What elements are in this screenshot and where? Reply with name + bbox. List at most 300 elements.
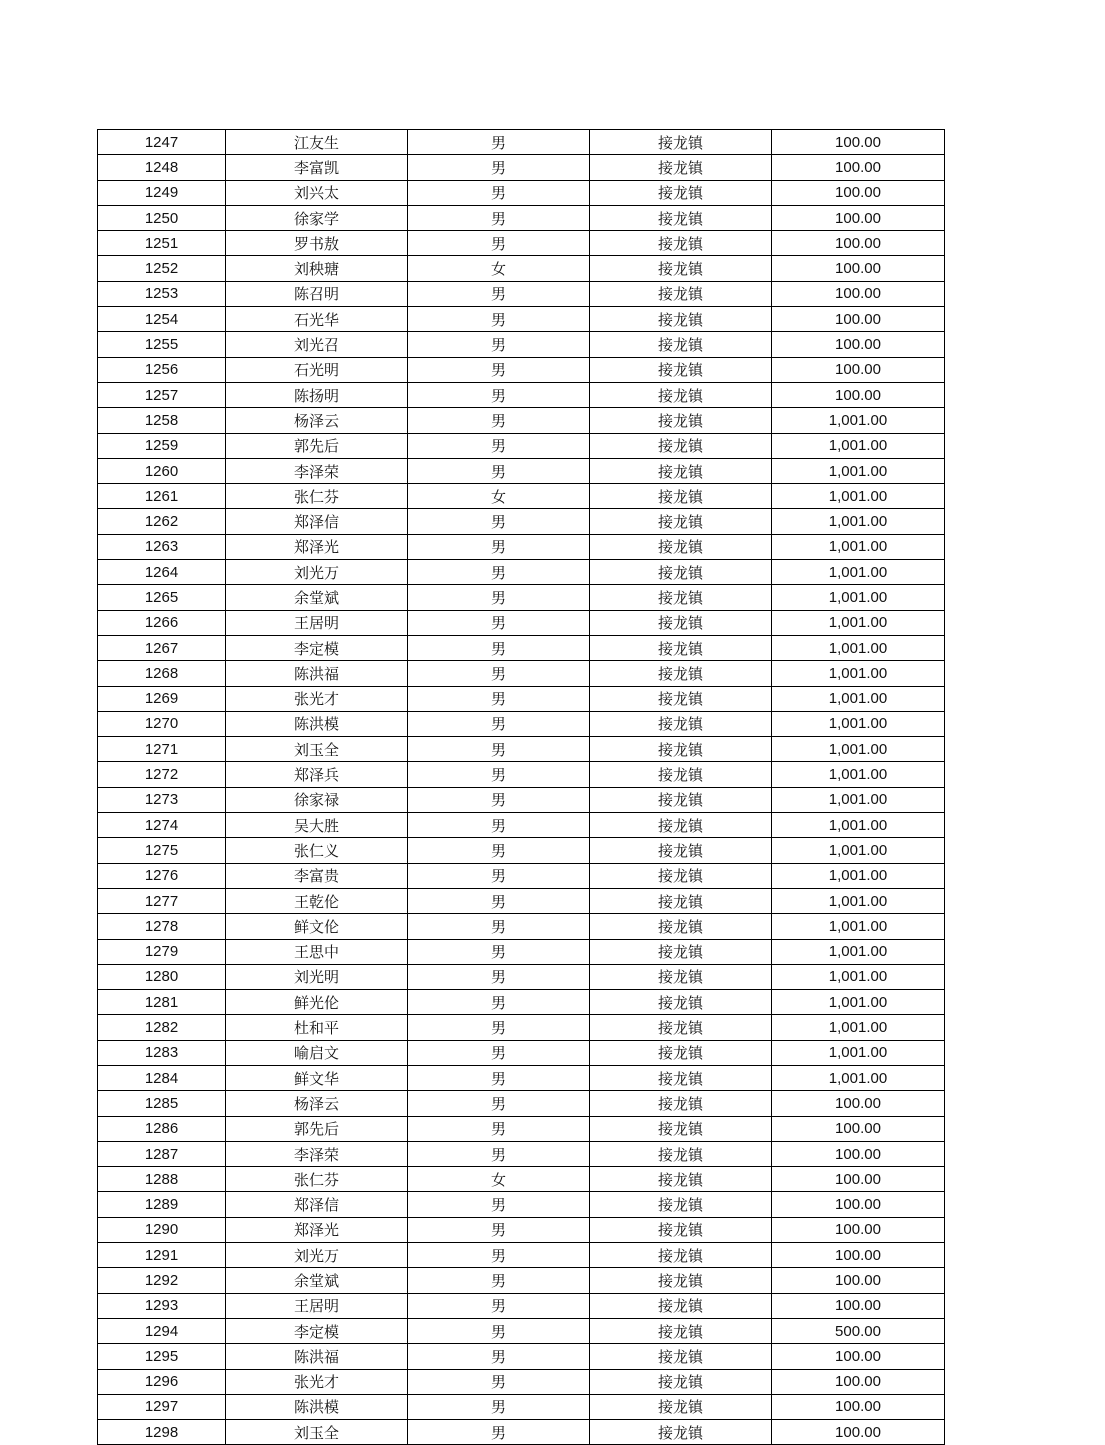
row-number-cell: 1298 bbox=[98, 1420, 226, 1445]
name-cell: 郭先后 bbox=[226, 433, 408, 458]
gender-cell: 男 bbox=[408, 205, 590, 230]
town-cell: 接龙镇 bbox=[590, 610, 772, 635]
amount-cell: 100.00 bbox=[772, 1141, 945, 1166]
amount-cell: 1,001.00 bbox=[772, 737, 945, 762]
gender-cell: 女 bbox=[408, 484, 590, 509]
row-number-cell: 1258 bbox=[98, 408, 226, 433]
row-number-cell: 1292 bbox=[98, 1268, 226, 1293]
name-cell: 徐家禄 bbox=[226, 787, 408, 812]
amount-cell: 100.00 bbox=[772, 281, 945, 306]
row-number-cell: 1279 bbox=[98, 939, 226, 964]
name-cell: 杨泽云 bbox=[226, 1091, 408, 1116]
gender-cell: 男 bbox=[408, 610, 590, 635]
amount-cell: 100.00 bbox=[772, 1268, 945, 1293]
gender-cell: 男 bbox=[408, 737, 590, 762]
table-row bbox=[98, 964, 945, 989]
data-table bbox=[97, 129, 945, 1445]
gender-cell: 男 bbox=[408, 1318, 590, 1343]
amount-cell: 1,001.00 bbox=[772, 863, 945, 888]
row-number-cell: 1293 bbox=[98, 1293, 226, 1318]
amount-cell: 100.00 bbox=[772, 382, 945, 407]
table-row bbox=[98, 332, 945, 357]
town-cell: 接龙镇 bbox=[590, 180, 772, 205]
gender-cell: 女 bbox=[408, 256, 590, 281]
name-cell: 李定模 bbox=[226, 635, 408, 660]
amount-cell: 100.00 bbox=[772, 357, 945, 382]
name-cell: 陈洪模 bbox=[226, 1394, 408, 1419]
town-cell: 接龙镇 bbox=[590, 1015, 772, 1040]
row-number-cell: 1275 bbox=[98, 838, 226, 863]
gender-cell: 男 bbox=[408, 1065, 590, 1090]
amount-cell: 1,001.00 bbox=[772, 813, 945, 838]
amount-cell: 100.00 bbox=[772, 1217, 945, 1242]
name-cell: 李泽荣 bbox=[226, 458, 408, 483]
amount-cell: 1,001.00 bbox=[772, 964, 945, 989]
table-row bbox=[98, 408, 945, 433]
table-row bbox=[98, 231, 945, 256]
name-cell: 吴大胜 bbox=[226, 813, 408, 838]
table-row bbox=[98, 787, 945, 812]
name-cell: 王思中 bbox=[226, 939, 408, 964]
gender-cell: 男 bbox=[408, 686, 590, 711]
gender-cell: 男 bbox=[408, 382, 590, 407]
row-number-cell: 1277 bbox=[98, 888, 226, 913]
gender-cell: 男 bbox=[408, 990, 590, 1015]
row-number-cell: 1261 bbox=[98, 484, 226, 509]
town-cell: 接龙镇 bbox=[590, 585, 772, 610]
name-cell: 刘秧瑭 bbox=[226, 256, 408, 281]
row-number-cell: 1291 bbox=[98, 1243, 226, 1268]
table-row bbox=[98, 914, 945, 939]
name-cell: 李富贵 bbox=[226, 863, 408, 888]
name-cell: 李富凯 bbox=[226, 155, 408, 180]
amount-cell: 100.00 bbox=[772, 1116, 945, 1141]
town-cell: 接龙镇 bbox=[590, 357, 772, 382]
amount-cell: 100.00 bbox=[772, 155, 945, 180]
amount-cell: 500.00 bbox=[772, 1318, 945, 1343]
gender-cell: 男 bbox=[408, 1217, 590, 1242]
town-cell: 接龙镇 bbox=[590, 1217, 772, 1242]
table-row bbox=[98, 1394, 945, 1419]
name-cell: 杨泽云 bbox=[226, 408, 408, 433]
amount-cell: 1,001.00 bbox=[772, 939, 945, 964]
town-cell: 接龙镇 bbox=[590, 939, 772, 964]
town-cell: 接龙镇 bbox=[590, 1293, 772, 1318]
row-number-cell: 1260 bbox=[98, 458, 226, 483]
row-number-cell: 1251 bbox=[98, 231, 226, 256]
gender-cell: 男 bbox=[408, 762, 590, 787]
name-cell: 李泽荣 bbox=[226, 1141, 408, 1166]
name-cell: 王乾伦 bbox=[226, 888, 408, 913]
table-row bbox=[98, 1293, 945, 1318]
row-number-cell: 1282 bbox=[98, 1015, 226, 1040]
gender-cell: 男 bbox=[408, 838, 590, 863]
town-cell: 接龙镇 bbox=[590, 813, 772, 838]
table-row bbox=[98, 1040, 945, 1065]
name-cell: 郑泽信 bbox=[226, 1192, 408, 1217]
row-number-cell: 1294 bbox=[98, 1318, 226, 1343]
town-cell: 接龙镇 bbox=[590, 1268, 772, 1293]
amount-cell: 100.00 bbox=[772, 130, 945, 155]
town-cell: 接龙镇 bbox=[590, 686, 772, 711]
table-row bbox=[98, 1015, 945, 1040]
row-number-cell: 1295 bbox=[98, 1344, 226, 1369]
row-number-cell: 1276 bbox=[98, 863, 226, 888]
gender-cell: 男 bbox=[408, 863, 590, 888]
town-cell: 接龙镇 bbox=[590, 332, 772, 357]
name-cell: 刘光召 bbox=[226, 332, 408, 357]
town-cell: 接龙镇 bbox=[590, 1040, 772, 1065]
table-row bbox=[98, 1091, 945, 1116]
table-row bbox=[98, 534, 945, 559]
table-row bbox=[98, 686, 945, 711]
name-cell: 张光才 bbox=[226, 686, 408, 711]
amount-cell: 100.00 bbox=[772, 1293, 945, 1318]
name-cell: 杜和平 bbox=[226, 1015, 408, 1040]
town-cell: 接龙镇 bbox=[590, 990, 772, 1015]
table-row bbox=[98, 1344, 945, 1369]
table-row bbox=[98, 711, 945, 736]
amount-cell: 100.00 bbox=[772, 1344, 945, 1369]
table-row bbox=[98, 509, 945, 534]
town-cell: 接龙镇 bbox=[590, 560, 772, 585]
row-number-cell: 1278 bbox=[98, 914, 226, 939]
gender-cell: 男 bbox=[408, 307, 590, 332]
table-row bbox=[98, 1318, 945, 1343]
gender-cell: 男 bbox=[408, 711, 590, 736]
name-cell: 陈洪模 bbox=[226, 711, 408, 736]
name-cell: 陈召明 bbox=[226, 281, 408, 306]
gender-cell: 男 bbox=[408, 560, 590, 585]
gender-cell: 男 bbox=[408, 357, 590, 382]
row-number-cell: 1297 bbox=[98, 1394, 226, 1419]
amount-cell: 1,001.00 bbox=[772, 610, 945, 635]
town-cell: 接龙镇 bbox=[590, 737, 772, 762]
amount-cell: 100.00 bbox=[772, 307, 945, 332]
name-cell: 郑泽兵 bbox=[226, 762, 408, 787]
amount-cell: 1,001.00 bbox=[772, 534, 945, 559]
table-row bbox=[98, 1116, 945, 1141]
amount-cell: 100.00 bbox=[772, 1420, 945, 1445]
town-cell: 接龙镇 bbox=[590, 762, 772, 787]
table-row bbox=[98, 560, 945, 585]
gender-cell: 男 bbox=[408, 914, 590, 939]
name-cell: 石光明 bbox=[226, 357, 408, 382]
name-cell: 鲜文华 bbox=[226, 1065, 408, 1090]
row-number-cell: 1256 bbox=[98, 357, 226, 382]
row-number-cell: 1253 bbox=[98, 281, 226, 306]
row-number-cell: 1257 bbox=[98, 382, 226, 407]
row-number-cell: 1286 bbox=[98, 1116, 226, 1141]
row-number-cell: 1259 bbox=[98, 433, 226, 458]
row-number-cell: 1262 bbox=[98, 509, 226, 534]
gender-cell: 男 bbox=[408, 635, 590, 660]
town-cell: 接龙镇 bbox=[590, 256, 772, 281]
amount-cell: 100.00 bbox=[772, 1394, 945, 1419]
row-number-cell: 1287 bbox=[98, 1141, 226, 1166]
name-cell: 喻启文 bbox=[226, 1040, 408, 1065]
table-row bbox=[98, 484, 945, 509]
amount-cell: 1,001.00 bbox=[772, 585, 945, 610]
amount-cell: 1,001.00 bbox=[772, 838, 945, 863]
amount-cell: 100.00 bbox=[772, 256, 945, 281]
name-cell: 刘兴太 bbox=[226, 180, 408, 205]
town-cell: 接龙镇 bbox=[590, 408, 772, 433]
table-row bbox=[98, 990, 945, 1015]
name-cell: 刘光明 bbox=[226, 964, 408, 989]
gender-cell: 男 bbox=[408, 1420, 590, 1445]
town-cell: 接龙镇 bbox=[590, 1065, 772, 1090]
table-row bbox=[98, 1065, 945, 1090]
amount-cell: 100.00 bbox=[772, 1369, 945, 1394]
gender-cell: 男 bbox=[408, 1268, 590, 1293]
row-number-cell: 1265 bbox=[98, 585, 226, 610]
amount-cell: 1,001.00 bbox=[772, 1015, 945, 1040]
table-row bbox=[98, 1167, 945, 1192]
name-cell: 张仁芬 bbox=[226, 1167, 408, 1192]
row-number-cell: 1264 bbox=[98, 560, 226, 585]
table-row bbox=[98, 281, 945, 306]
amount-cell: 1,001.00 bbox=[772, 433, 945, 458]
gender-cell: 男 bbox=[408, 1015, 590, 1040]
amount-cell: 1,001.00 bbox=[772, 560, 945, 585]
table-row bbox=[98, 382, 945, 407]
table-row bbox=[98, 838, 945, 863]
table-row bbox=[98, 256, 945, 281]
table-row bbox=[98, 1243, 945, 1268]
town-cell: 接龙镇 bbox=[590, 130, 772, 155]
row-number-cell: 1266 bbox=[98, 610, 226, 635]
amount-cell: 1,001.00 bbox=[772, 711, 945, 736]
gender-cell: 男 bbox=[408, 231, 590, 256]
name-cell: 刘光万 bbox=[226, 560, 408, 585]
name-cell: 鲜文伦 bbox=[226, 914, 408, 939]
town-cell: 接龙镇 bbox=[590, 433, 772, 458]
name-cell: 郑泽光 bbox=[226, 534, 408, 559]
gender-cell: 男 bbox=[408, 787, 590, 812]
gender-cell: 男 bbox=[408, 888, 590, 913]
table-row bbox=[98, 155, 945, 180]
amount-cell: 1,001.00 bbox=[772, 1065, 945, 1090]
row-number-cell: 1271 bbox=[98, 737, 226, 762]
gender-cell: 男 bbox=[408, 155, 590, 180]
table-row bbox=[98, 1268, 945, 1293]
amount-cell: 100.00 bbox=[772, 1091, 945, 1116]
row-number-cell: 1272 bbox=[98, 762, 226, 787]
table-row bbox=[98, 762, 945, 787]
row-number-cell: 1283 bbox=[98, 1040, 226, 1065]
name-cell: 余堂斌 bbox=[226, 585, 408, 610]
table-row bbox=[98, 1369, 945, 1394]
table-body bbox=[98, 130, 945, 1445]
town-cell: 接龙镇 bbox=[590, 863, 772, 888]
gender-cell: 男 bbox=[408, 1116, 590, 1141]
gender-cell: 男 bbox=[408, 585, 590, 610]
name-cell: 张光才 bbox=[226, 1369, 408, 1394]
name-cell: 罗书敖 bbox=[226, 231, 408, 256]
table-row bbox=[98, 939, 945, 964]
town-cell: 接龙镇 bbox=[590, 1091, 772, 1116]
town-cell: 接龙镇 bbox=[590, 307, 772, 332]
town-cell: 接龙镇 bbox=[590, 231, 772, 256]
name-cell: 李定模 bbox=[226, 1318, 408, 1343]
table-row bbox=[98, 458, 945, 483]
amount-cell: 1,001.00 bbox=[772, 484, 945, 509]
town-cell: 接龙镇 bbox=[590, 1394, 772, 1419]
town-cell: 接龙镇 bbox=[590, 484, 772, 509]
gender-cell: 男 bbox=[408, 964, 590, 989]
town-cell: 接龙镇 bbox=[590, 1116, 772, 1141]
town-cell: 接龙镇 bbox=[590, 964, 772, 989]
row-number-cell: 1263 bbox=[98, 534, 226, 559]
row-number-cell: 1273 bbox=[98, 787, 226, 812]
row-number-cell: 1280 bbox=[98, 964, 226, 989]
row-number-cell: 1281 bbox=[98, 990, 226, 1015]
name-cell: 张仁义 bbox=[226, 838, 408, 863]
town-cell: 接龙镇 bbox=[590, 635, 772, 660]
table-row bbox=[98, 585, 945, 610]
row-number-cell: 1254 bbox=[98, 307, 226, 332]
amount-cell: 100.00 bbox=[772, 332, 945, 357]
amount-cell: 100.00 bbox=[772, 1192, 945, 1217]
name-cell: 郭先后 bbox=[226, 1116, 408, 1141]
gender-cell: 男 bbox=[408, 1141, 590, 1166]
row-number-cell: 1296 bbox=[98, 1369, 226, 1394]
row-number-cell: 1252 bbox=[98, 256, 226, 281]
amount-cell: 1,001.00 bbox=[772, 661, 945, 686]
gender-cell: 女 bbox=[408, 1167, 590, 1192]
amount-cell: 100.00 bbox=[772, 180, 945, 205]
gender-cell: 男 bbox=[408, 1040, 590, 1065]
name-cell: 余堂斌 bbox=[226, 1268, 408, 1293]
town-cell: 接龙镇 bbox=[590, 1243, 772, 1268]
amount-cell: 1,001.00 bbox=[772, 686, 945, 711]
row-number-cell: 1268 bbox=[98, 661, 226, 686]
amount-cell: 100.00 bbox=[772, 205, 945, 230]
town-cell: 接龙镇 bbox=[590, 914, 772, 939]
town-cell: 接龙镇 bbox=[590, 787, 772, 812]
gender-cell: 男 bbox=[408, 1192, 590, 1217]
gender-cell: 男 bbox=[408, 1394, 590, 1419]
town-cell: 接龙镇 bbox=[590, 534, 772, 559]
table-row bbox=[98, 1420, 945, 1445]
name-cell: 王居明 bbox=[226, 610, 408, 635]
row-number-cell: 1250 bbox=[98, 205, 226, 230]
town-cell: 接龙镇 bbox=[590, 1192, 772, 1217]
amount-cell: 1,001.00 bbox=[772, 509, 945, 534]
amount-cell: 1,001.00 bbox=[772, 888, 945, 913]
amount-cell: 1,001.00 bbox=[772, 787, 945, 812]
town-cell: 接龙镇 bbox=[590, 838, 772, 863]
gender-cell: 男 bbox=[408, 813, 590, 838]
row-number-cell: 1288 bbox=[98, 1167, 226, 1192]
town-cell: 接龙镇 bbox=[590, 1318, 772, 1343]
table-row bbox=[98, 130, 945, 155]
table-row bbox=[98, 635, 945, 660]
amount-cell: 1,001.00 bbox=[772, 990, 945, 1015]
town-cell: 接龙镇 bbox=[590, 661, 772, 686]
town-cell: 接龙镇 bbox=[590, 382, 772, 407]
amount-cell: 1,001.00 bbox=[772, 408, 945, 433]
town-cell: 接龙镇 bbox=[590, 1420, 772, 1445]
amount-cell: 1,001.00 bbox=[772, 914, 945, 939]
gender-cell: 男 bbox=[408, 939, 590, 964]
table-row bbox=[98, 888, 945, 913]
gender-cell: 男 bbox=[408, 1293, 590, 1318]
town-cell: 接龙镇 bbox=[590, 205, 772, 230]
gender-cell: 男 bbox=[408, 408, 590, 433]
gender-cell: 男 bbox=[408, 433, 590, 458]
row-number-cell: 1249 bbox=[98, 180, 226, 205]
table-row bbox=[98, 433, 945, 458]
name-cell: 陈洪福 bbox=[226, 1344, 408, 1369]
gender-cell: 男 bbox=[408, 1243, 590, 1268]
table-row bbox=[98, 1192, 945, 1217]
table-row bbox=[98, 863, 945, 888]
row-number-cell: 1290 bbox=[98, 1217, 226, 1242]
gender-cell: 男 bbox=[408, 1344, 590, 1369]
table-row bbox=[98, 1217, 945, 1242]
gender-cell: 男 bbox=[408, 1091, 590, 1116]
town-cell: 接龙镇 bbox=[590, 1167, 772, 1192]
town-cell: 接龙镇 bbox=[590, 1141, 772, 1166]
town-cell: 接龙镇 bbox=[590, 458, 772, 483]
table-row bbox=[98, 610, 945, 635]
gender-cell: 男 bbox=[408, 534, 590, 559]
amount-cell: 1,001.00 bbox=[772, 1040, 945, 1065]
name-cell: 江友生 bbox=[226, 130, 408, 155]
row-number-cell: 1274 bbox=[98, 813, 226, 838]
row-number-cell: 1247 bbox=[98, 130, 226, 155]
table-row bbox=[98, 307, 945, 332]
row-number-cell: 1289 bbox=[98, 1192, 226, 1217]
table-row bbox=[98, 180, 945, 205]
row-number-cell: 1284 bbox=[98, 1065, 226, 1090]
table-row bbox=[98, 205, 945, 230]
gender-cell: 男 bbox=[408, 332, 590, 357]
name-cell: 石光华 bbox=[226, 307, 408, 332]
town-cell: 接龙镇 bbox=[590, 509, 772, 534]
amount-cell: 100.00 bbox=[772, 231, 945, 256]
gender-cell: 男 bbox=[408, 130, 590, 155]
table-row bbox=[98, 813, 945, 838]
table-row bbox=[98, 737, 945, 762]
name-cell: 王居明 bbox=[226, 1293, 408, 1318]
name-cell: 陈洪福 bbox=[226, 661, 408, 686]
amount-cell: 1,001.00 bbox=[772, 762, 945, 787]
town-cell: 接龙镇 bbox=[590, 1369, 772, 1394]
town-cell: 接龙镇 bbox=[590, 711, 772, 736]
name-cell: 鲜光伦 bbox=[226, 990, 408, 1015]
row-number-cell: 1255 bbox=[98, 332, 226, 357]
table-row bbox=[98, 1141, 945, 1166]
gender-cell: 男 bbox=[408, 281, 590, 306]
table-row bbox=[98, 357, 945, 382]
town-cell: 接龙镇 bbox=[590, 155, 772, 180]
row-number-cell: 1285 bbox=[98, 1091, 226, 1116]
name-cell: 张仁芬 bbox=[226, 484, 408, 509]
gender-cell: 男 bbox=[408, 509, 590, 534]
town-cell: 接龙镇 bbox=[590, 1344, 772, 1369]
row-number-cell: 1248 bbox=[98, 155, 226, 180]
row-number-cell: 1267 bbox=[98, 635, 226, 660]
name-cell: 郑泽光 bbox=[226, 1217, 408, 1242]
gender-cell: 男 bbox=[408, 661, 590, 686]
gender-cell: 男 bbox=[408, 1369, 590, 1394]
name-cell: 刘光万 bbox=[226, 1243, 408, 1268]
gender-cell: 男 bbox=[408, 458, 590, 483]
town-cell: 接龙镇 bbox=[590, 888, 772, 913]
